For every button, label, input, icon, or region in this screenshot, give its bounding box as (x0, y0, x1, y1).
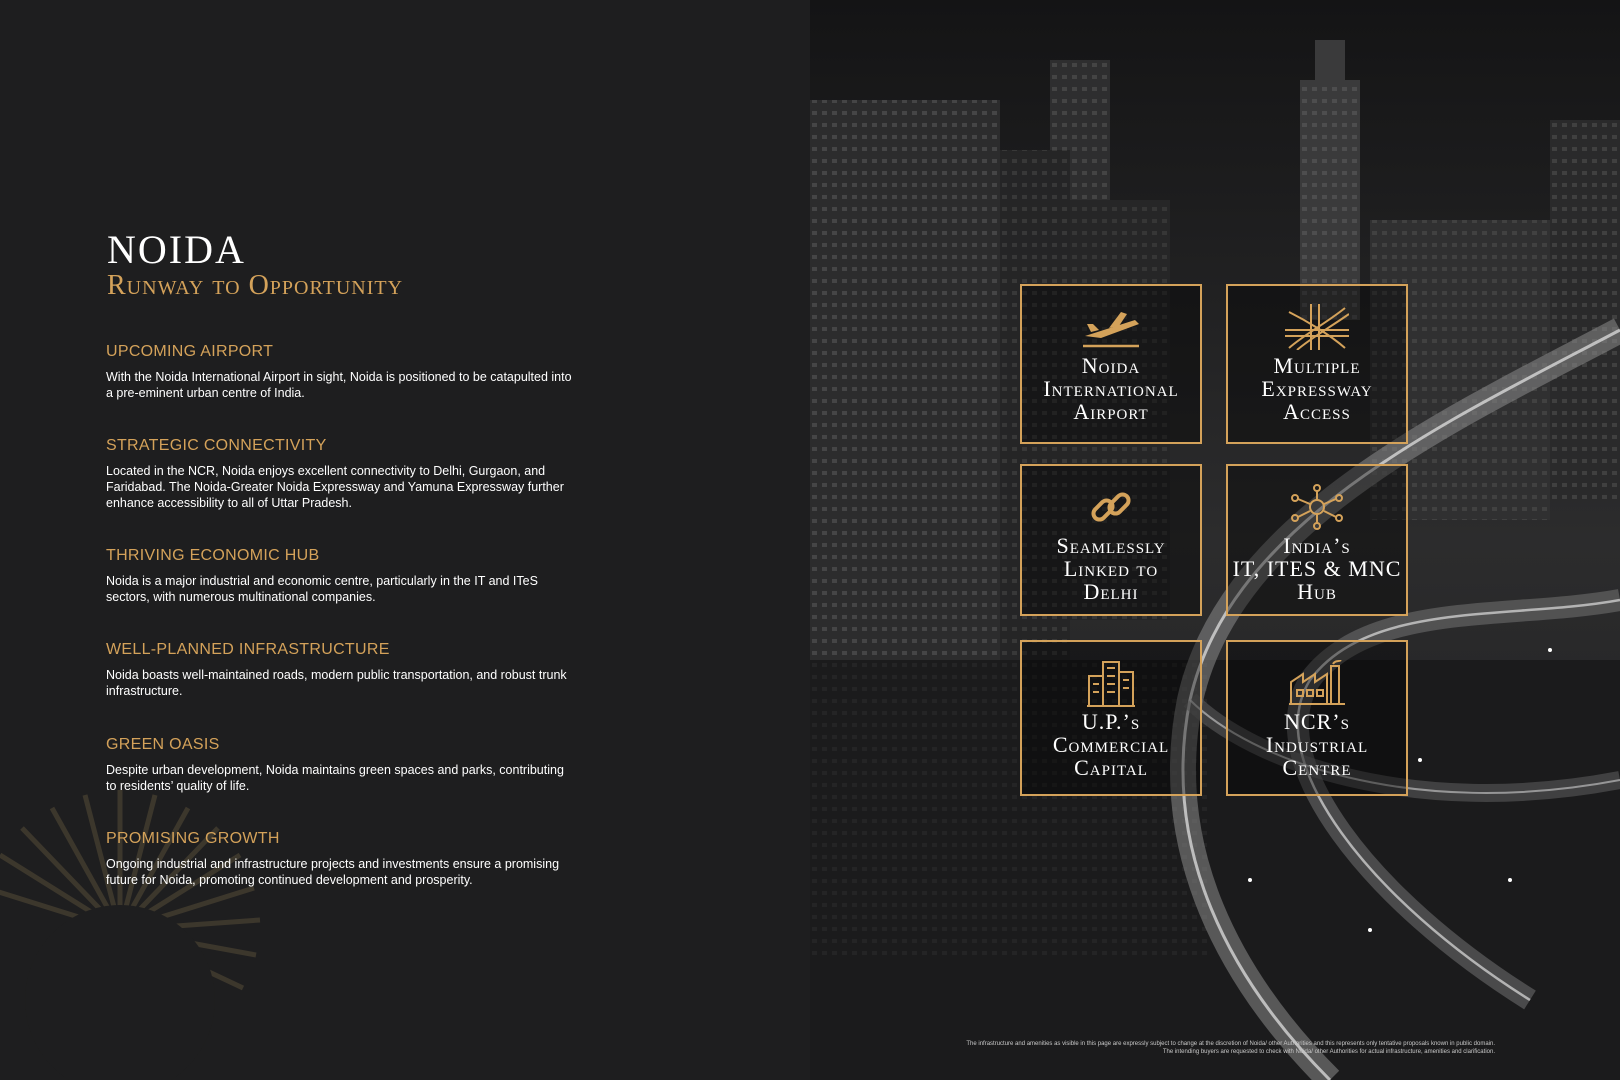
feature-label: NCR’s Industrial Centre (1265, 709, 1369, 780)
network-hub-icon (1289, 486, 1345, 528)
feature-label: Seamlessly Linked to Delhi (1056, 533, 1166, 604)
page-title: NOIDA (107, 227, 246, 272)
section-body: With the Noida International Airport in sight, Noida is positioned to be catapulted into a pre-eminent urban centre of India. (106, 370, 572, 400)
section-promising-growth (106, 830, 576, 888)
section-body: Ongoing industrial and infrastructure projects and investments ensure a promising future for Noida, promoting continued development and prosperity. (106, 857, 560, 887)
section-body: Noida is a major industrial and economic centre, particularly in the IT and ITeS sectors, with numerous multinational companies. (106, 574, 538, 604)
feature-label: India’s IT, ITES & MNC Hub (1232, 533, 1402, 604)
feature-card-expressway (1226, 284, 1408, 444)
section-heading: GREEN OASIS (106, 736, 220, 753)
feature-card-airport (1020, 284, 1202, 444)
section-green-oasis (106, 736, 576, 794)
city-skyline-illustration (810, 0, 1620, 1080)
section-heading: PROMISING GROWTH (106, 830, 280, 847)
factory-icon (1289, 662, 1345, 704)
section-body: Noida boasts well-maintained roads, modern public transportation, and robust trunk infrastructure. (106, 668, 567, 698)
feature-label: Multiple Expressway Access (1261, 353, 1373, 424)
section-heading: STRATEGIC CONNECTIVITY (106, 437, 327, 454)
page-subtitle: Runway to Opportunity (107, 270, 404, 301)
chain-link-icon (1088, 486, 1134, 528)
section-strategic-connectivity (106, 437, 576, 511)
section-body: Despite urban development, Noida maintains green spaces and parks, contributing to residents’ quality of life. (106, 763, 564, 793)
feature-card-delhi-link (1020, 464, 1202, 616)
feature-label: U.P.’s Commercial Capital (1052, 709, 1170, 780)
decorative-sunburst-pattern (0, 770, 300, 1080)
feature-card-industrial-centre (1226, 640, 1408, 796)
section-thriving-economic-hub (106, 547, 576, 605)
legal-disclaimer: The infrastructure and amenities as visible in this page are expressly subject to change at the discretion of Noida/ other Authorities and this represents only tentative proposals known in public domain. The intending buyers are requested to check with Noida/ other Authorities for actual infrastructure, amenities and clarification. (966, 1041, 1495, 1055)
feature-card-commercial-capital (1020, 640, 1202, 796)
section-heading: UPCOMING AIRPORT (106, 343, 274, 360)
city-background-image (810, 0, 1620, 1080)
feature-label: Noida International Airport (1043, 353, 1179, 424)
section-heading: THRIVING ECONOMIC HUB (106, 547, 320, 564)
feature-card-it-hub (1226, 464, 1408, 616)
section-upcoming-airport (106, 343, 576, 401)
section-body: Located in the NCR, Noida enjoys excellent connectivity to Delhi, Gurgaon, and Faridabad. The Noida-Greater Noida Expressway and Yamuna Expressway further enhance accessibility to all of Uttar Pradesh. (106, 464, 564, 510)
city-buildings-icon (1087, 662, 1135, 704)
expressway-icon (1285, 306, 1349, 348)
section-heading: WELL-PLANNED INFRASTRUCTURE (106, 641, 390, 658)
airplane-icon (1079, 306, 1143, 348)
section-well-planned-infrastructure (106, 641, 576, 699)
